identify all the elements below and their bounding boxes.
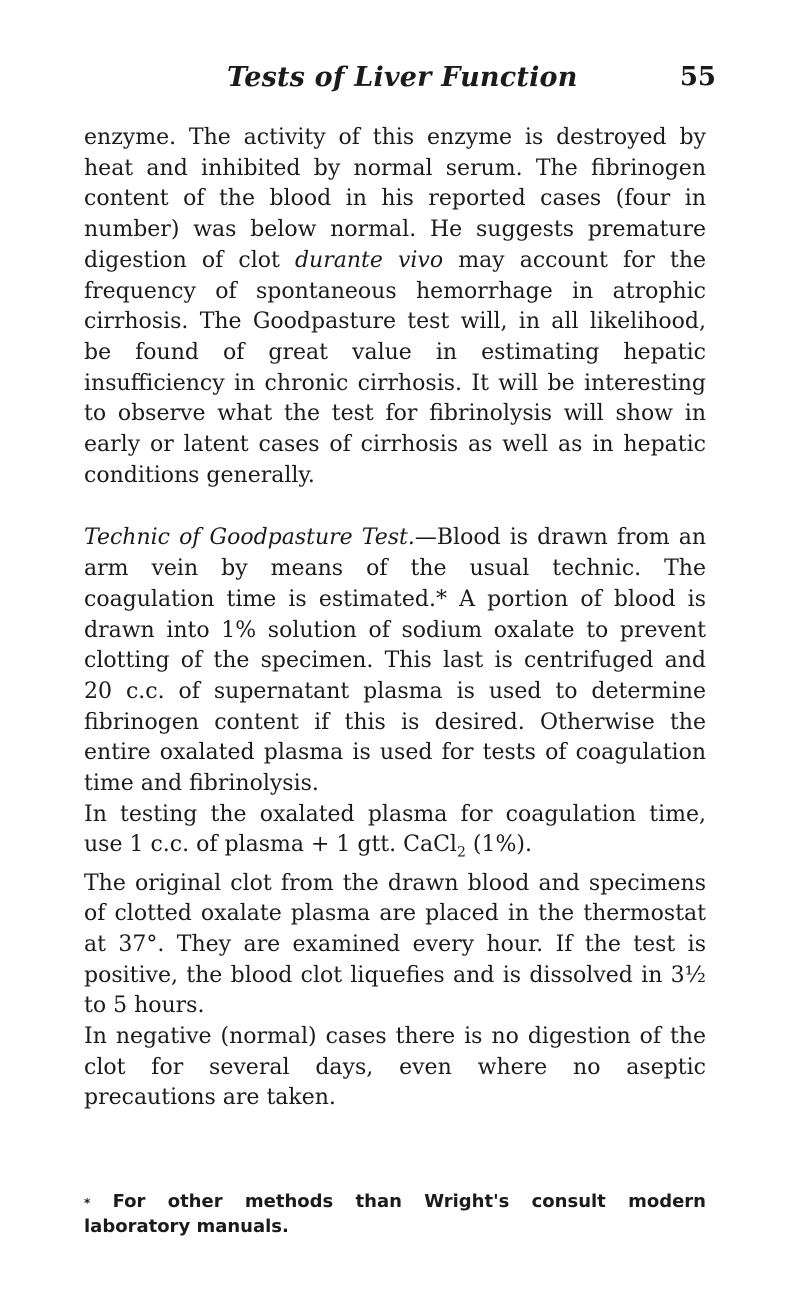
paragraph-clot — [84, 869, 706, 1023]
paragraph-technic — [84, 523, 706, 799]
half-fraction: ½ — [684, 962, 706, 988]
negative-text: In negative (normal) cases there is no digestion of the clot for several days, even where no aseptic precautions are taken. — [84, 1024, 706, 1111]
page-number: 55 — [679, 62, 716, 92]
paragraph-coagulation — [84, 800, 706, 869]
body-text — [84, 123, 706, 1114]
footnote-text: For other methods than Wright's consult modern laboratory manuals. — [84, 1191, 706, 1237]
paragraph-enzyme-text: enzyme. The activity of this enzyme is destroyed by heat and inhibited by normal serum. The fibrinogen content of the blood in his reported cases (four in number) was below normal. He suggests premature digestion of clot — [84, 125, 706, 273]
clot-text-end: to 5 hours. — [84, 993, 205, 1019]
italic-durante-vivo: durante vivo — [294, 247, 444, 273]
coagulation-text: In testing the oxalated plasma for coagulation time, use 1 c.c. of plasma + 1 gtt. CaCl — [84, 801, 706, 858]
technic-text: —Blood is drawn from an arm vein by means of the usual technic. The coagulation time is estimated.* A portion of blood is drawn into 1% solution of sodium oxalate to prevent clotting of the specimen. This last is centrifuged and 20 c.c. of supernatant plasma is used to determine fibrinogen content if this is desired. Otherwise the entire oxalated plasma is used for tests of coagulation time and fibrinolysis. — [84, 525, 706, 797]
running-head — [0, 60, 800, 100]
footnote-mark: * — [84, 1196, 91, 1210]
coagulation-text-end: (1%). — [472, 832, 532, 858]
footnote — [84, 1189, 706, 1239]
technic-heading: Technic of Goodpasture Test. — [84, 525, 415, 551]
paragraph-enzyme-rest: may account for the frequency of spontaneous hemorrhage in atrophic cirrhosis. The Goodpasture test will, in all likelihood, be found of great value in estimating hepatic insufficiency in chronic cirrhosis. It will be interesting to observe what the test for fibrinolysis will show in early or latent cases of cirrhosis as well as in hepatic conditions generally. — [84, 247, 707, 488]
clot-text: The original clot from the drawn blood and specimens of clotted oxalate plasma are placed in the thermostat at 37°. They are examined every hour. If the test is positive, the blood clot liquefies and is dissolved in 3 — [84, 870, 706, 988]
cacl2-subscript: 2 — [456, 844, 466, 861]
paragraph-negative — [84, 1022, 706, 1114]
running-title: Tests of Liver Function — [227, 62, 578, 93]
paragraph-enzyme — [84, 123, 706, 491]
